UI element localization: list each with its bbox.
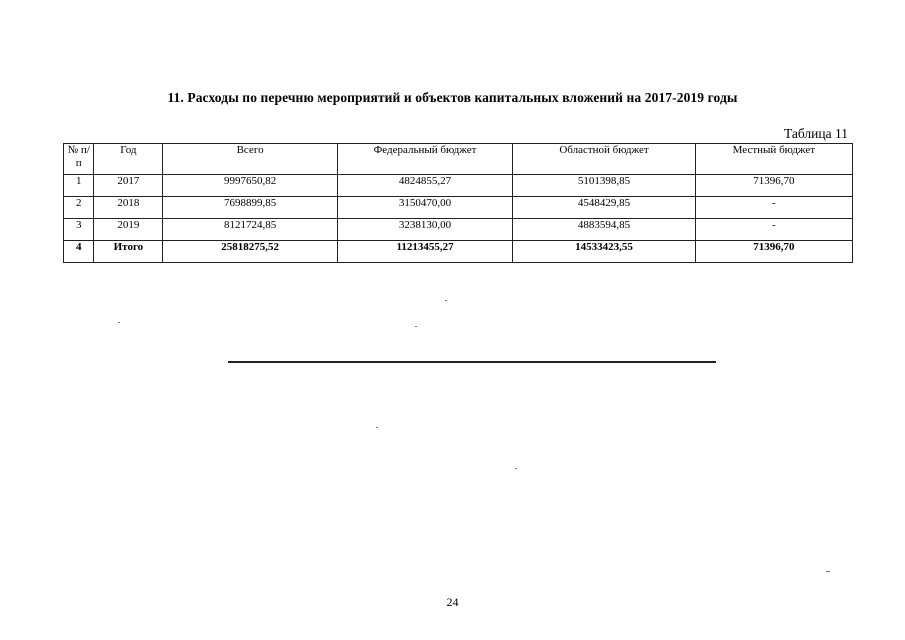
divider-line bbox=[228, 361, 716, 363]
scan-speck bbox=[376, 427, 378, 428]
expenses-table bbox=[63, 143, 853, 263]
cell-federal: 3238130,00 bbox=[337, 219, 512, 241]
header-num: № п/п bbox=[64, 144, 94, 175]
header-regional: Областной бюджет bbox=[513, 144, 696, 175]
scan-speck bbox=[118, 322, 120, 323]
cell-total: 7698899,85 bbox=[163, 197, 337, 219]
cell-local: - bbox=[695, 197, 852, 219]
page-number: 24 bbox=[446, 595, 459, 609]
cell-federal: 11213455,27 bbox=[337, 241, 512, 263]
header-total: Всего bbox=[163, 144, 337, 175]
table-row bbox=[64, 175, 853, 197]
cell-regional: 4883594,85 bbox=[513, 219, 696, 241]
scan-speck bbox=[445, 300, 447, 301]
cell-local: 71396,70 bbox=[695, 241, 852, 263]
cell-num: 3 bbox=[64, 219, 94, 241]
cell-num: 2 bbox=[64, 197, 94, 219]
table-caption: Таблица 11 bbox=[784, 126, 848, 141]
header-local: Местный бюджет bbox=[695, 144, 852, 175]
header-federal: Федеральный бюджет bbox=[337, 144, 512, 175]
cell-federal: 4824855,27 bbox=[337, 175, 512, 197]
section-heading: 11. Расходы по перечню мероприятий и объектов капитальных вложений на 2017-2019 годы bbox=[167, 90, 738, 105]
table-row bbox=[64, 197, 853, 219]
cell-year: 2019 bbox=[94, 219, 163, 241]
cell-local: - bbox=[695, 219, 852, 241]
cell-num: 1 bbox=[64, 175, 94, 197]
cell-total: 8121724,85 bbox=[163, 219, 337, 241]
cell-total: 9997650,82 bbox=[163, 175, 337, 197]
header-year: Год bbox=[94, 144, 163, 175]
cell-year: Итого bbox=[94, 241, 163, 263]
table-header-row bbox=[64, 144, 853, 175]
cell-regional: 4548429,85 bbox=[513, 197, 696, 219]
scan-speck bbox=[415, 326, 417, 327]
cell-regional: 14533423,55 bbox=[513, 241, 696, 263]
cell-year: 2018 bbox=[94, 197, 163, 219]
cell-federal: 3150470,00 bbox=[337, 197, 512, 219]
scan-speck bbox=[515, 468, 517, 469]
cell-year: 2017 bbox=[94, 175, 163, 197]
cell-local: 71396,70 bbox=[695, 175, 852, 197]
cell-num: 4 bbox=[64, 241, 94, 263]
table-total-row bbox=[64, 241, 853, 263]
scan-speck bbox=[826, 571, 830, 572]
table-row bbox=[64, 219, 853, 241]
cell-regional: 5101398,85 bbox=[513, 175, 696, 197]
cell-total: 25818275,52 bbox=[163, 241, 337, 263]
